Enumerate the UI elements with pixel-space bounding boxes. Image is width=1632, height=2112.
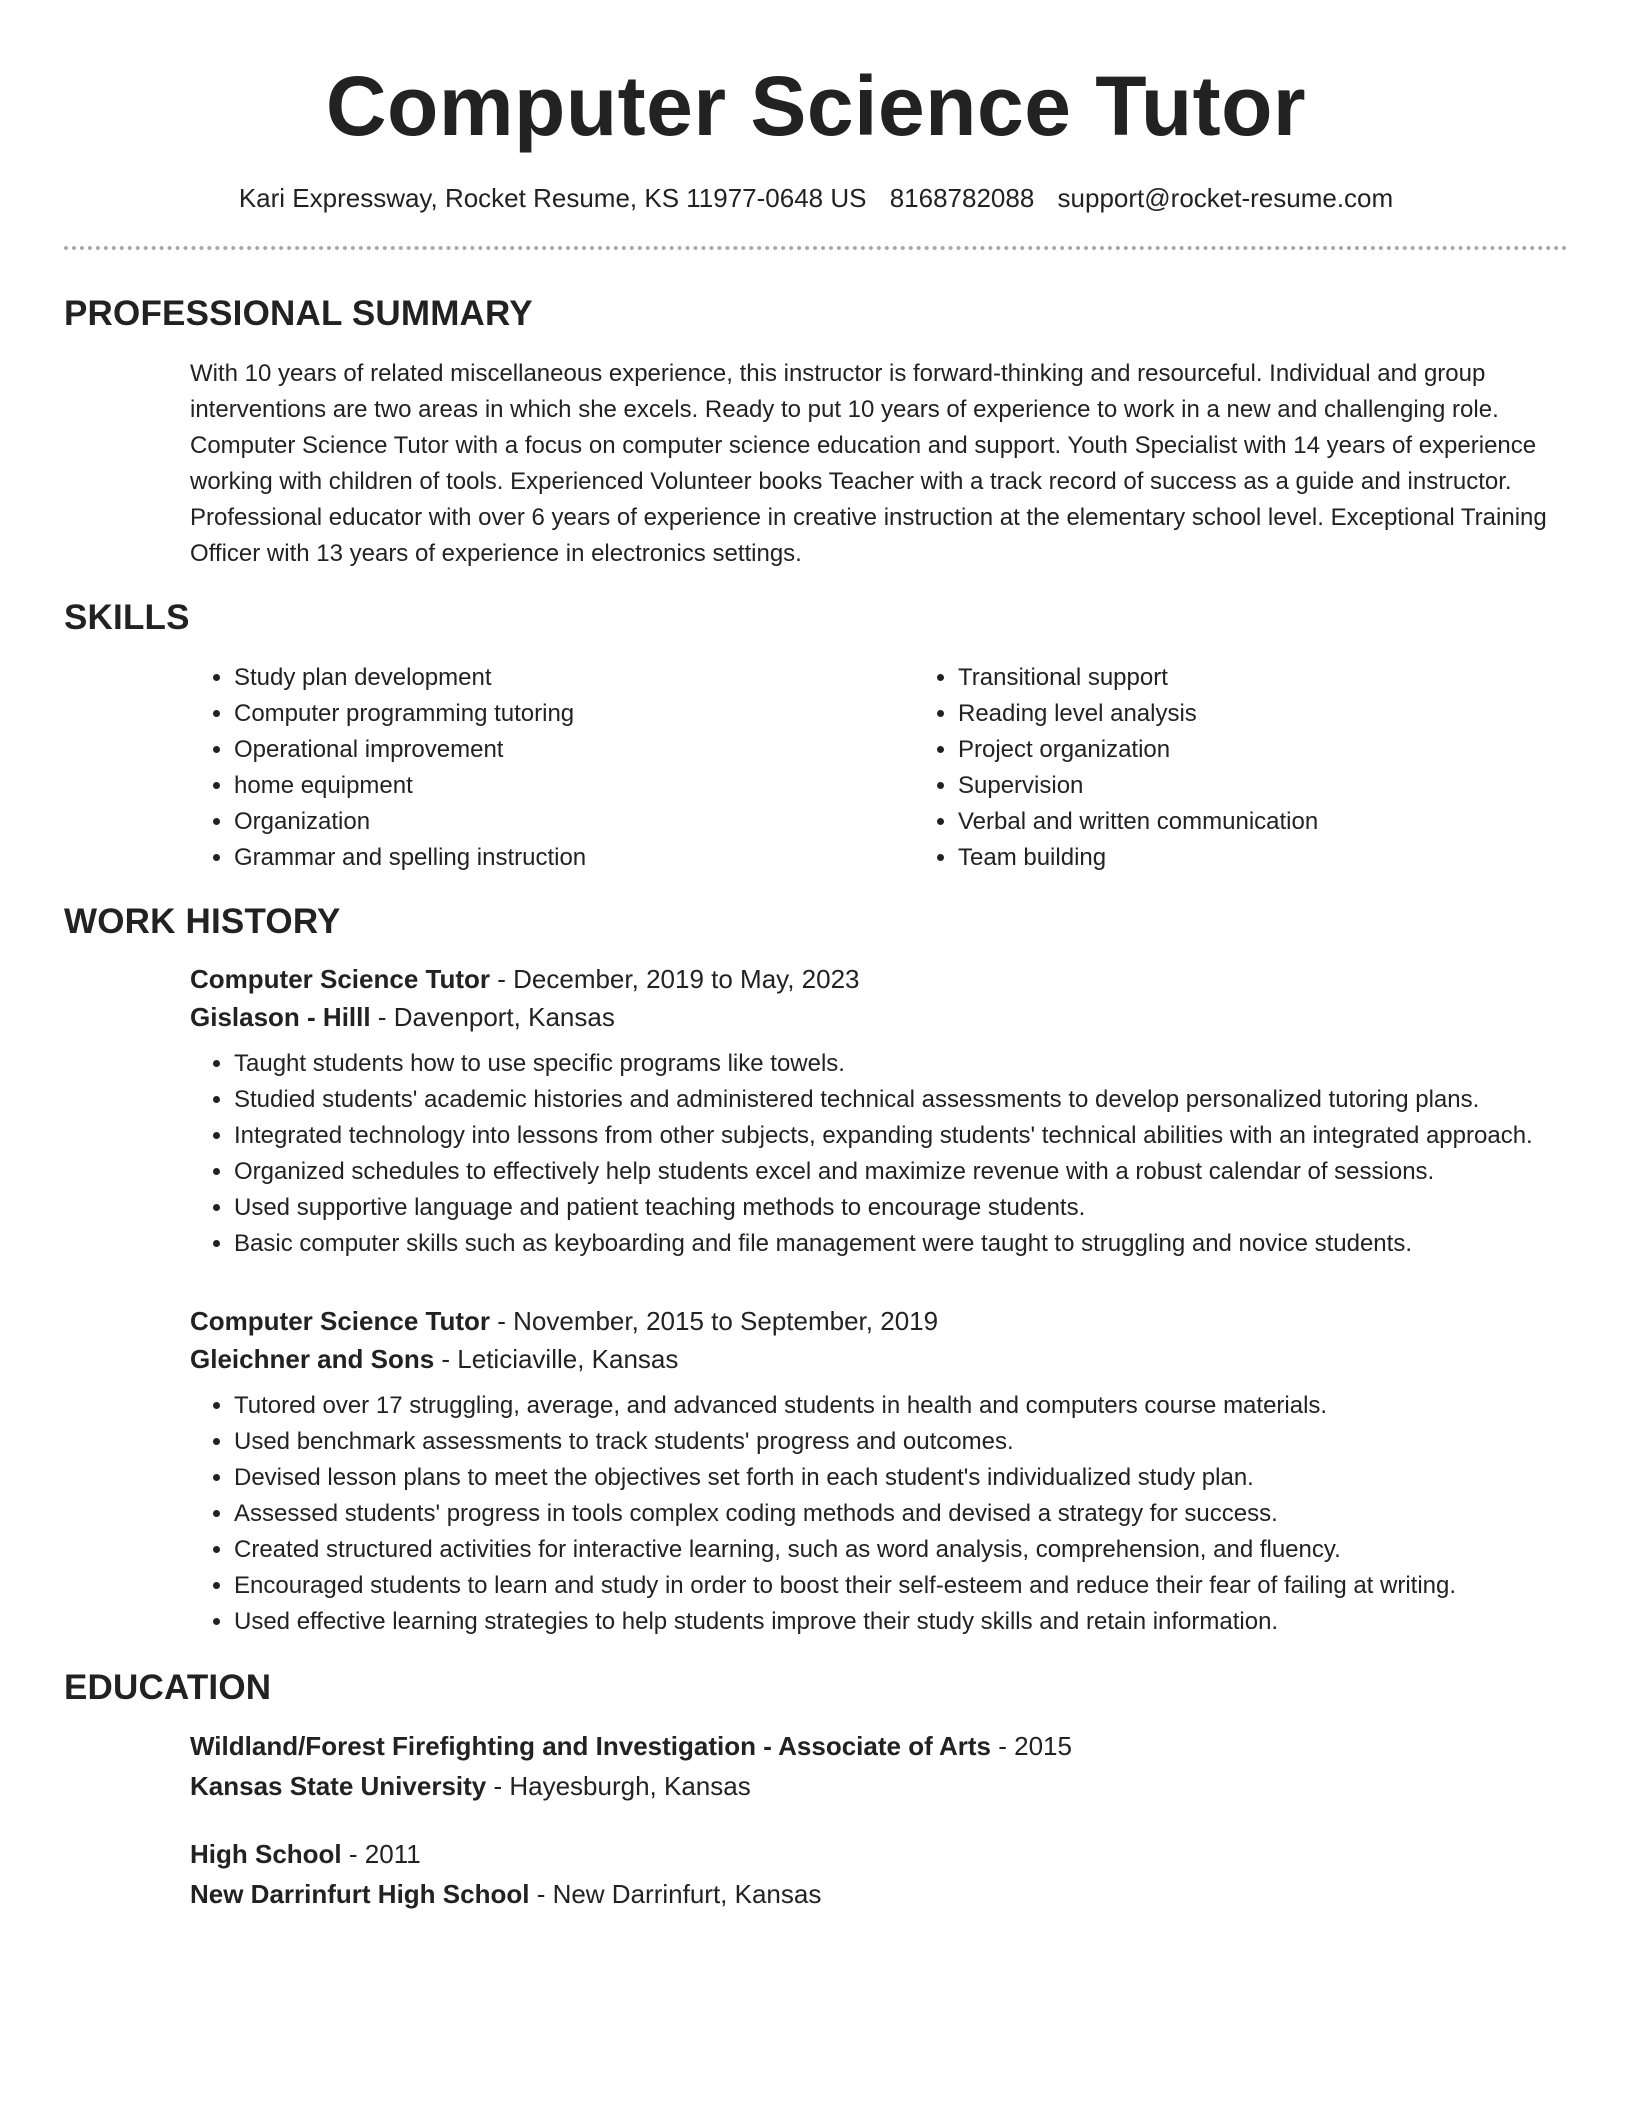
job-bullet: • Studied students' academic histories and administered technical assessments to develop personalized tutoring plans. (234, 1082, 1568, 1118)
job-company: Gleichner and Sons (190, 1344, 435, 1374)
job-bullet: • Created structured activities for interactive learning, such as word analysis, comprehension, and fluency. (234, 1532, 1568, 1568)
education-entry (190, 1726, 1568, 1806)
summary-text: With 10 years of related miscellaneous experience, this instructor is forward-thinking and resourceful. Individual and group interventions are two areas in which she excels. Ready to put 10 years of experience to work in a new and challenging role. Computer Science Tutor with a focus on computer science education and support. Youth Specialist with 14 years of experience working with children of tools. Experienced Volunteer books Teacher with a track record of success as a guide and instructor. Professional educator with over 6 years of experience in creative instruction at the elementary school level. Exceptional Training Officer with 13 years of experience in electronics settings. (190, 360, 1547, 567)
contact-email: support@rocket-resume.com (1057, 183, 1394, 213)
skills-grid (190, 660, 1568, 876)
skill-item: • Organization (234, 804, 914, 840)
skill-item: • Project organization (958, 732, 1632, 768)
skill-item: • Team building (958, 840, 1632, 876)
education-degree-line (190, 1834, 1568, 1874)
job-bullet: • Organized schedules to effectively help students excel and maximize revenue with a robust calendar of sessions. (234, 1154, 1568, 1190)
job-company-line (190, 998, 1568, 1036)
job-bullet: • Encouraged students to learn and study in order to boost their self-esteem and reduce their fear of failing at writing. (234, 1568, 1568, 1604)
skill-item: • Operational improvement (234, 732, 914, 768)
job-bullet: • Taught students how to use specific programs like towels. (234, 1046, 1568, 1082)
job-bullet: • Integrated technology into lessons from other subjects, expanding students' technical abilities with an integrated approach. (234, 1118, 1568, 1154)
job-bullet: • Used supportive language and patient teaching methods to encourage students. (234, 1190, 1568, 1226)
education-title: EDUCATION (64, 1668, 272, 1707)
education-location: - Hayesburgh, Kansas (486, 1771, 751, 1801)
summary-title: PROFESSIONAL SUMMARY (64, 294, 533, 333)
education-school: Kansas State University (190, 1771, 487, 1801)
education-location: - New Darrinfurt, Kansas (529, 1879, 822, 1909)
skills-section (64, 596, 1568, 876)
summary-body (190, 356, 1568, 572)
education-entry (190, 1834, 1568, 1914)
education-degree: Wildland/Forest Firefighting and Investigation - Associate of Arts (190, 1731, 992, 1761)
skill-item: • Computer programming tutoring (234, 696, 914, 732)
work-section (64, 900, 1568, 1640)
skills-title: SKILLS (64, 598, 190, 637)
education-year: - 2015 (991, 1731, 1072, 1761)
job-location: - Leticiaville, Kansas (434, 1344, 679, 1374)
education-year: - 2011 (341, 1839, 421, 1869)
work-body (190, 960, 1568, 1640)
education-degree: High School (190, 1839, 342, 1869)
skill-item: • Supervision (958, 768, 1632, 804)
job-entry (190, 1302, 1568, 1640)
job-bullets (190, 1046, 1568, 1262)
job-bullet: • Used effective learning strategies to help students improve their study skills and retain information. (234, 1604, 1568, 1640)
job-entry (190, 960, 1568, 1262)
skill-item: • Verbal and written communication (958, 804, 1632, 840)
job-bullet: • Used benchmark assessments to track students' progress and outcomes. (234, 1424, 1568, 1460)
job-role: Computer Science Tutor (190, 964, 491, 994)
contact-address: Kari Expressway, Rocket Resume, KS 11977-0648 US (238, 183, 867, 213)
education-body (190, 1726, 1568, 1914)
job-company-line (190, 1340, 1568, 1378)
education-school: New Darrinfurt High School (190, 1879, 530, 1909)
job-title-line (190, 960, 1568, 998)
skill-item: • Study plan development (234, 660, 914, 696)
education-school-line (190, 1766, 1568, 1806)
job-role: Computer Science Tutor (190, 1306, 491, 1336)
contact-line (64, 180, 1568, 216)
job-company: Gislason - Hilll (190, 1002, 371, 1032)
job-bullets (190, 1388, 1568, 1640)
skills-list-right (914, 660, 1632, 876)
education-section (64, 1666, 1568, 1914)
job-bullet: • Assessed students' progress in tools complex coding methods and devised a strategy for success. (234, 1496, 1568, 1532)
job-dates: - November, 2015 to September, 2019 (490, 1306, 939, 1336)
education-school-line (190, 1874, 1568, 1914)
job-title-line (190, 1302, 1568, 1340)
skill-item: • Reading level analysis (958, 696, 1632, 732)
education-degree-line (190, 1726, 1568, 1766)
job-bullet: • Devised lesson plans to meet the objectives set forth in each student's individualized study plan. (234, 1460, 1568, 1496)
summary-section (64, 292, 1568, 572)
skill-item: • Transitional support (958, 660, 1632, 696)
job-dates: - December, 2019 to May, 2023 (490, 964, 860, 994)
skill-item: • Grammar and spelling instruction (234, 840, 914, 876)
work-title: WORK HISTORY (64, 902, 341, 941)
resume-name: Computer Science Tutor (325, 59, 1307, 153)
job-location: - Davenport, Kansas (370, 1002, 615, 1032)
skills-list-left (190, 660, 914, 876)
job-bullet: • Basic computer skills such as keyboarding and file management were taught to struggling and novice students. (234, 1226, 1568, 1262)
header-divider (64, 246, 1568, 250)
contact-phone: 8168782088 (889, 183, 1035, 213)
job-bullet: • Tutored over 17 struggling, average, and advanced students in health and computers course materials. (234, 1388, 1568, 1424)
skill-item: • home equipment (234, 768, 914, 804)
